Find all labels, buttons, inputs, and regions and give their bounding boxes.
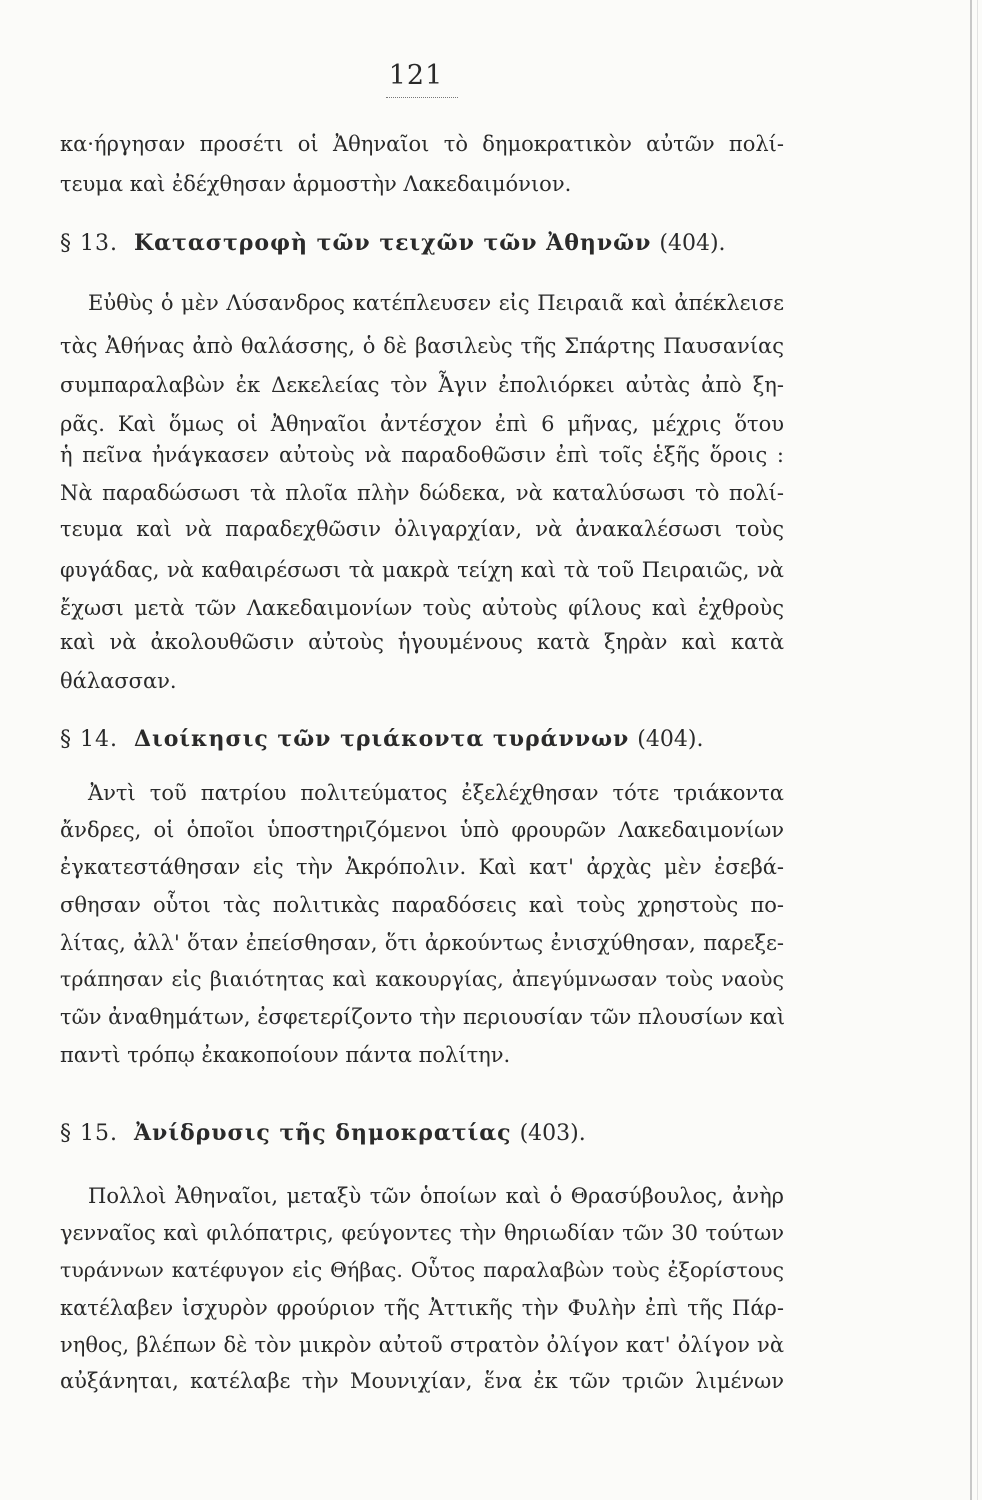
text-line: τράπησαν εἰς βιαιότητας καὶ κακουργίας, ἀπεγύμνωσαν τοὺς ναοὺς [60,967,784,991]
text-line: παντὶ τρόπῳ ἐκακοποίουν πάντα πολίτην. [60,1043,511,1067]
section-number: § 15. [60,1121,118,1146]
text-line: καὶ νὰ ἀκολουθῶσιν αὐτοὺς ἡγουμένους κατὰ ξηρὰν καὶ κατὰ [60,630,784,654]
text-line: κατέλαβεν ἰσχυρὸν φρούριον τῆς Ἀττικῆς τὴν Φυλὴν ἐπὶ τῆς Πάρ- [60,1296,784,1320]
text-line: λίτας, ἀλλ' ὅταν ἐπείσθησαν, ὅτι ἀρκούντως ἐνισχύθησαν, παρεξε- [60,931,784,955]
text-line: Ἀντὶ τοῦ πατρίου πολιτεύματος ἐξελέχθησαν τότε τριάκοντα [88,781,784,805]
text-line: νηθος, βλέπων δὲ τὸν μικρὸν αὐτοῦ στρατὸν ὀλίγον κατ' ὀλίγον νὰ [60,1333,784,1357]
section-heading-13 [60,226,726,261]
section-heading-15 [60,1116,586,1151]
section-heading-14 [60,722,703,757]
page-number-rule [386,97,458,98]
text-line: τὰς Ἀθήνας ἀπὸ θαλάσσης, ὁ δὲ βασιλεὺς τῆς Σπάρτης Παυσανίας [60,334,784,358]
text-line: τῶν ἀναθημάτων, ἐσφετερίζοντο τὴν περιουσίαν τῶν πλουσίων καὶ [60,1005,786,1029]
text-line: ἡ πεῖνα ἠνάγκασεν αὐτοὺς νὰ παραδοθῶσιν ἐπὶ τοῖς ἑξῆς ὅροις : [60,443,784,467]
page-number: 121 [388,60,444,91]
text-line: ἐγκατεστάθησαν εἰς τὴν Ἀκρόπολιν. Καὶ κατ' ἀρχὰς μὲν ἐσεβά- [60,855,784,879]
page-edge-shadow [977,0,978,1500]
text-line: ἄνδρες, οἱ ὁποῖοι ὑποστηριζόμενοι ὑπὸ φρουρῶν Λακεδαιμονίων [60,818,784,842]
text-line: τευμα καὶ ἐδέχθησαν ἁρμοστὴν Λακεδαιμόνιον. [60,172,572,196]
text-line: συμπαραλαβὼν ἐκ Δεκελείας τὸν Ἆγιν ἐπολιόρκει αὐτὰς ἀπὸ ξη- [60,373,784,397]
section-number: § 13. [60,231,118,256]
text-line: ρᾶς. Καὶ ὅμως οἱ Ἀθηναῖοι ἀντέσχον ἐπὶ 6 μῆνας, μέχρις ὅτου [60,412,784,436]
text-line: κα·ήργησαν προσέτι οἱ Ἀθηναῖοι τὸ δημοκρατικὸν αὐτῶν πολί- [60,132,784,156]
text-line: τυράννων κατέφυγον εἰς Θήβας. Οὗτος παραλαβὼν τοὺς ἐξορίστους [60,1258,784,1282]
section-title: Καταστροφὴ τῶν τειχῶν τῶν Ἀθηνῶν [133,230,652,256]
page-edge [970,0,972,1500]
section-date: (403). [519,1121,586,1146]
text-line: θάλασσαν. [60,669,177,693]
section-title: Διοίκησις τῶν τριάκοντα τυράννων [133,726,630,752]
text-line: φυγάδας, νὰ καθαιρέσωσι τὰ μακρὰ τείχη καὶ τὰ τοῦ Πειραιῶς, νὰ [60,558,784,582]
text-line: ἔχωσι μετὰ τῶν Λακεδαιμονίων τοὺς αὐτοὺς φίλους καὶ ἐχθροὺς [60,596,784,620]
text-line: Πολλοὶ Ἀθηναῖοι, μεταξὺ τῶν ὁποίων καὶ ὁ Θρασύβουλος, ἀνὴρ [88,1184,784,1208]
section-number: § 14. [60,727,118,752]
text-line: Εὐθὺς ὁ μὲν Λύσανδρος κατέπλευσεν εἰς Πειραιᾶ καὶ ἀπέκλεισε [88,291,784,315]
text-line: αὐξάνηται, κατέλαβε τὴν Μουνιχίαν, ἕνα ἐκ τῶν τριῶν λιμένων [60,1369,784,1393]
text-line: γενναῖος καὶ φιλόπατρις, φεύγοντες τὴν θηριωδίαν τῶν 30 τούτων [60,1221,784,1245]
text-line: σθησαν οὗτοι τὰς πολιτικὰς παραδόσεις καὶ τοὺς χρηστοὺς πο- [60,893,784,917]
section-title: Ἀνίδρυσις τῆς δημοκρατίας [133,1120,512,1146]
section-date: (404). [659,231,726,256]
section-date: (404). [637,727,704,752]
text-line: Νὰ παραδώσωσι τὰ πλοῖα πλὴν δώδεκα, νὰ καταλύσωσι τὸ πολί- [60,481,784,505]
text-line: τευμα καὶ νὰ παραδεχθῶσιν ὀλιγαρχίαν, νὰ ἀνακαλέσωσι τοὺς [60,517,784,541]
